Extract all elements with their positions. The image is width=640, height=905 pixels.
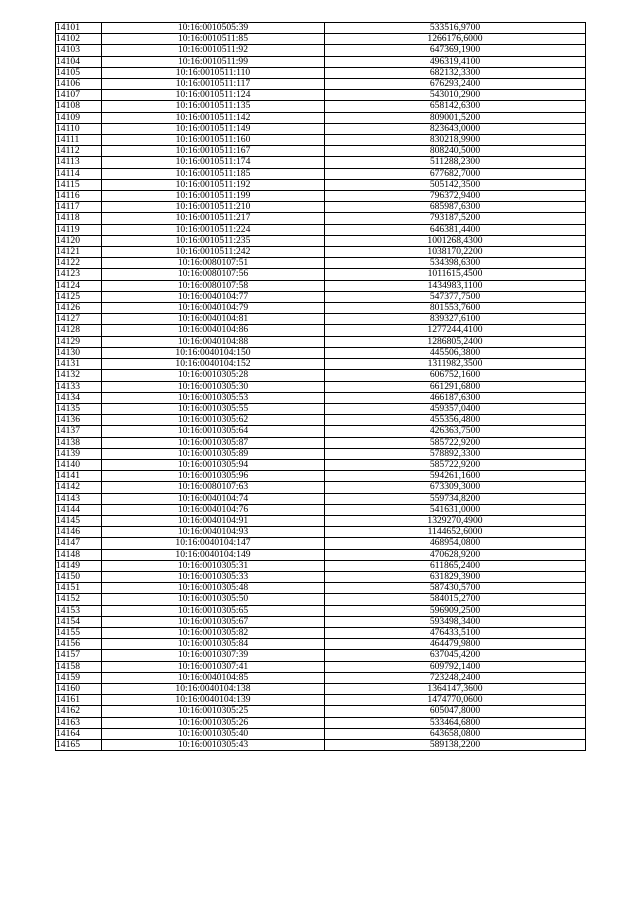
value-cell: 796372,9400 bbox=[325, 191, 586, 202]
table-row bbox=[56, 616, 586, 627]
cadastral-number-cell: 10:16:0010505:39 bbox=[102, 23, 325, 34]
cadastral-number-cell: 10:16:0010511:210 bbox=[102, 202, 325, 213]
table-row bbox=[56, 392, 586, 403]
table-row bbox=[56, 191, 586, 202]
row-number-cell: 14113 bbox=[56, 157, 102, 168]
value-cell: 585722,9200 bbox=[325, 437, 586, 448]
row-number-cell: 14162 bbox=[56, 706, 102, 717]
row-number-cell: 14111 bbox=[56, 135, 102, 146]
row-number-cell: 14146 bbox=[56, 527, 102, 538]
row-number-cell: 14110 bbox=[56, 123, 102, 134]
value-cell: 808240,5000 bbox=[325, 146, 586, 157]
value-cell: 534398,6300 bbox=[325, 258, 586, 269]
table-row bbox=[56, 459, 586, 470]
value-cell: 455356,4800 bbox=[325, 415, 586, 426]
cadastral-number-cell: 10:16:0010305:40 bbox=[102, 728, 325, 739]
value-cell: 468954,0800 bbox=[325, 538, 586, 549]
table-row bbox=[56, 672, 586, 683]
cadastral-number-cell: 10:16:0010305:25 bbox=[102, 706, 325, 717]
row-number-cell: 14117 bbox=[56, 202, 102, 213]
table-row bbox=[56, 639, 586, 650]
table-row bbox=[56, 740, 586, 751]
row-number-cell: 14114 bbox=[56, 168, 102, 179]
cadastral-number-cell: 10:16:0010305:30 bbox=[102, 381, 325, 392]
cadastral-number-cell: 10:16:0010305:89 bbox=[102, 448, 325, 459]
cadastral-number-cell: 10:16:0040104:85 bbox=[102, 672, 325, 683]
row-number-cell: 14116 bbox=[56, 191, 102, 202]
table-row bbox=[56, 157, 586, 168]
table-row bbox=[56, 202, 586, 213]
value-cell: 661291,6800 bbox=[325, 381, 586, 392]
cadastral-number-cell: 10:16:0010305:28 bbox=[102, 370, 325, 381]
value-cell: 1038170,2200 bbox=[325, 247, 586, 258]
table-row bbox=[56, 79, 586, 90]
cadastral-number-cell: 10:16:0010305:82 bbox=[102, 627, 325, 638]
row-number-cell: 14153 bbox=[56, 605, 102, 616]
value-cell: 673309,3000 bbox=[325, 482, 586, 493]
cadastral-number-cell: 10:16:0040104:76 bbox=[102, 504, 325, 515]
row-number-cell: 14124 bbox=[56, 280, 102, 291]
table-row bbox=[56, 437, 586, 448]
row-number-cell: 14156 bbox=[56, 639, 102, 650]
table-row bbox=[56, 291, 586, 302]
row-number-cell: 14143 bbox=[56, 493, 102, 504]
value-cell: 643658,0800 bbox=[325, 728, 586, 739]
value-cell: 723248,2400 bbox=[325, 672, 586, 683]
value-cell: 682132,3300 bbox=[325, 67, 586, 78]
table-row bbox=[56, 359, 586, 370]
value-cell: 533516,9700 bbox=[325, 23, 586, 34]
cadastral-number-cell: 10:16:0010305:43 bbox=[102, 740, 325, 751]
cadastral-number-cell: 10:16:0010511:92 bbox=[102, 45, 325, 56]
value-cell: 793187,5200 bbox=[325, 213, 586, 224]
table-row bbox=[56, 683, 586, 694]
cadastral-number-cell: 10:16:0010305:31 bbox=[102, 560, 325, 571]
cadastral-number-cell: 10:16:0010305:87 bbox=[102, 437, 325, 448]
value-cell: 594261,1600 bbox=[325, 471, 586, 482]
cadastral-number-cell: 10:16:0010305:55 bbox=[102, 403, 325, 414]
row-number-cell: 14129 bbox=[56, 336, 102, 347]
cadastral-number-cell: 10:16:0040104:91 bbox=[102, 515, 325, 526]
table-row bbox=[56, 45, 586, 56]
value-cell: 637045,4200 bbox=[325, 650, 586, 661]
table-row bbox=[56, 224, 586, 235]
table-row bbox=[56, 179, 586, 190]
row-number-cell: 14155 bbox=[56, 627, 102, 638]
row-number-cell: 14106 bbox=[56, 79, 102, 90]
table-row bbox=[56, 314, 586, 325]
row-number-cell: 14127 bbox=[56, 314, 102, 325]
row-number-cell: 14154 bbox=[56, 616, 102, 627]
row-number-cell: 14120 bbox=[56, 235, 102, 246]
row-number-cell: 14135 bbox=[56, 403, 102, 414]
cadastral-number-cell: 10:16:0080107:56 bbox=[102, 269, 325, 280]
value-cell: 685987,6300 bbox=[325, 202, 586, 213]
cadastral-number-cell: 10:16:0010305:96 bbox=[102, 471, 325, 482]
row-number-cell: 14104 bbox=[56, 56, 102, 67]
cadastral-number-cell: 10:16:0010305:53 bbox=[102, 392, 325, 403]
cadastral-number-cell: 10:16:0040104:79 bbox=[102, 303, 325, 314]
table-row bbox=[56, 706, 586, 717]
row-number-cell: 14107 bbox=[56, 90, 102, 101]
cadastral-number-cell: 10:16:0010305:64 bbox=[102, 426, 325, 437]
table-row bbox=[56, 23, 586, 34]
cadastral-number-cell: 10:16:0040104:86 bbox=[102, 325, 325, 336]
table-row bbox=[56, 504, 586, 515]
row-number-cell: 14130 bbox=[56, 347, 102, 358]
table-row bbox=[56, 426, 586, 437]
row-number-cell: 14105 bbox=[56, 67, 102, 78]
cadastral-number-cell: 10:16:0010305:62 bbox=[102, 415, 325, 426]
table-row bbox=[56, 549, 586, 560]
table-row bbox=[56, 135, 586, 146]
value-cell: 445506,3800 bbox=[325, 347, 586, 358]
value-cell: 476433,5100 bbox=[325, 627, 586, 638]
row-number-cell: 14165 bbox=[56, 740, 102, 751]
cadastral-number-cell: 10:16:0010511:142 bbox=[102, 112, 325, 123]
value-cell: 426363,7500 bbox=[325, 426, 586, 437]
row-number-cell: 14141 bbox=[56, 471, 102, 482]
value-cell: 631829,3900 bbox=[325, 571, 586, 582]
table-row bbox=[56, 493, 586, 504]
table-row bbox=[56, 235, 586, 246]
cadastral-number-cell: 10:16:0010511:135 bbox=[102, 101, 325, 112]
row-number-cell: 14103 bbox=[56, 45, 102, 56]
cadastral-number-cell: 10:16:0010511:160 bbox=[102, 135, 325, 146]
value-cell: 1286805,2400 bbox=[325, 336, 586, 347]
row-number-cell: 14140 bbox=[56, 459, 102, 470]
table-row bbox=[56, 146, 586, 157]
row-number-cell: 14101 bbox=[56, 23, 102, 34]
table-row bbox=[56, 56, 586, 67]
value-cell: 646381,4400 bbox=[325, 224, 586, 235]
table-row bbox=[56, 123, 586, 134]
cadastral-number-cell: 10:16:0040104:138 bbox=[102, 683, 325, 694]
table-row bbox=[56, 594, 586, 605]
row-number-cell: 14102 bbox=[56, 34, 102, 45]
value-cell: 593498,3400 bbox=[325, 616, 586, 627]
value-cell: 596909,2500 bbox=[325, 605, 586, 616]
cadastral-number-cell: 10:16:0010305:67 bbox=[102, 616, 325, 627]
cadastral-number-cell: 10:16:0010305:65 bbox=[102, 605, 325, 616]
value-cell: 578892,3300 bbox=[325, 448, 586, 459]
table-row bbox=[56, 381, 586, 392]
row-number-cell: 14112 bbox=[56, 146, 102, 157]
row-number-cell: 14132 bbox=[56, 370, 102, 381]
value-cell: 801553,7600 bbox=[325, 303, 586, 314]
value-cell: 589138,2200 bbox=[325, 740, 586, 751]
value-cell: 1011615,4500 bbox=[325, 269, 586, 280]
row-number-cell: 14151 bbox=[56, 583, 102, 594]
cadastral-number-cell: 10:16:0040104:74 bbox=[102, 493, 325, 504]
table-row bbox=[56, 515, 586, 526]
table-row bbox=[56, 627, 586, 638]
value-cell: 1001268,4300 bbox=[325, 235, 586, 246]
row-number-cell: 14160 bbox=[56, 683, 102, 694]
value-cell: 647369,1900 bbox=[325, 45, 586, 56]
table-row bbox=[56, 247, 586, 258]
cadastral-number-cell: 10:16:0010511:224 bbox=[102, 224, 325, 235]
row-number-cell: 14131 bbox=[56, 359, 102, 370]
row-number-cell: 14142 bbox=[56, 482, 102, 493]
value-cell: 676293,2400 bbox=[325, 79, 586, 90]
value-cell: 809001,5200 bbox=[325, 112, 586, 123]
row-number-cell: 14158 bbox=[56, 661, 102, 672]
value-cell: 658142,6300 bbox=[325, 101, 586, 112]
value-cell: 1144652,6000 bbox=[325, 527, 586, 538]
value-cell: 606752,1600 bbox=[325, 370, 586, 381]
row-number-cell: 14109 bbox=[56, 112, 102, 123]
row-number-cell: 14123 bbox=[56, 269, 102, 280]
table-body bbox=[56, 23, 586, 751]
value-cell: 1266176,6000 bbox=[325, 34, 586, 45]
cadastral-number-cell: 10:16:0010511:85 bbox=[102, 34, 325, 45]
value-cell: 511288,2300 bbox=[325, 157, 586, 168]
table-row bbox=[56, 90, 586, 101]
table-row bbox=[56, 527, 586, 538]
cadastral-number-cell: 10:16:0010511:185 bbox=[102, 168, 325, 179]
table-row bbox=[56, 280, 586, 291]
table-row bbox=[56, 168, 586, 179]
row-number-cell: 14108 bbox=[56, 101, 102, 112]
table-row bbox=[56, 560, 586, 571]
value-cell: 459357,0400 bbox=[325, 403, 586, 414]
row-number-cell: 14118 bbox=[56, 213, 102, 224]
table-row bbox=[56, 482, 586, 493]
cadastral-number-cell: 10:16:0010511:167 bbox=[102, 146, 325, 157]
value-cell: 464479,9800 bbox=[325, 639, 586, 650]
value-cell: 830218,9900 bbox=[325, 135, 586, 146]
table-row bbox=[56, 583, 586, 594]
value-cell: 1434983,1100 bbox=[325, 280, 586, 291]
cadastral-number-cell: 10:16:0010305:50 bbox=[102, 594, 325, 605]
value-cell: 1277244,4100 bbox=[325, 325, 586, 336]
cadastral-number-cell: 10:16:0010511:149 bbox=[102, 123, 325, 134]
value-cell: 533464,6800 bbox=[325, 717, 586, 728]
value-cell: 584015,2700 bbox=[325, 594, 586, 605]
table-row bbox=[56, 370, 586, 381]
table-row bbox=[56, 347, 586, 358]
cadastral-number-cell: 10:16:0040104:88 bbox=[102, 336, 325, 347]
row-number-cell: 14137 bbox=[56, 426, 102, 437]
row-number-cell: 14134 bbox=[56, 392, 102, 403]
cadastral-number-cell: 10:16:0010511:235 bbox=[102, 235, 325, 246]
row-number-cell: 14119 bbox=[56, 224, 102, 235]
cadastral-number-cell: 10:16:0010511:242 bbox=[102, 247, 325, 258]
cadastral-number-cell: 10:16:0010307:41 bbox=[102, 661, 325, 672]
table-row bbox=[56, 650, 586, 661]
cadastral-number-cell: 10:16:0080107:63 bbox=[102, 482, 325, 493]
row-number-cell: 14115 bbox=[56, 179, 102, 190]
table-row bbox=[56, 67, 586, 78]
row-number-cell: 14163 bbox=[56, 717, 102, 728]
value-cell: 496319,4100 bbox=[325, 56, 586, 67]
row-number-cell: 14128 bbox=[56, 325, 102, 336]
value-cell: 839327,6100 bbox=[325, 314, 586, 325]
table-row bbox=[56, 538, 586, 549]
cadastral-number-cell: 10:16:0010307:39 bbox=[102, 650, 325, 661]
table-row bbox=[56, 258, 586, 269]
table-row bbox=[56, 695, 586, 706]
value-cell: 585722,9200 bbox=[325, 459, 586, 470]
cadastral-number-cell: 10:16:0010511:99 bbox=[102, 56, 325, 67]
value-cell: 466187,6300 bbox=[325, 392, 586, 403]
cadastral-number-cell: 10:16:0010305:84 bbox=[102, 639, 325, 650]
value-cell: 587430,5700 bbox=[325, 583, 586, 594]
cadastral-number-cell: 10:16:0010511:199 bbox=[102, 191, 325, 202]
cadastral-number-cell: 10:16:0010305:94 bbox=[102, 459, 325, 470]
row-number-cell: 14121 bbox=[56, 247, 102, 258]
value-cell: 541631,0000 bbox=[325, 504, 586, 515]
table-row bbox=[56, 336, 586, 347]
table-row bbox=[56, 448, 586, 459]
table-row bbox=[56, 403, 586, 414]
row-number-cell: 14148 bbox=[56, 549, 102, 560]
table-row bbox=[56, 571, 586, 582]
row-number-cell: 14164 bbox=[56, 728, 102, 739]
table-row bbox=[56, 101, 586, 112]
row-number-cell: 14139 bbox=[56, 448, 102, 459]
table-row bbox=[56, 112, 586, 123]
value-cell: 559734,8200 bbox=[325, 493, 586, 504]
row-number-cell: 14161 bbox=[56, 695, 102, 706]
row-number-cell: 14144 bbox=[56, 504, 102, 515]
cadastral-number-cell: 10:16:0010511:124 bbox=[102, 90, 325, 101]
table-row bbox=[56, 728, 586, 739]
cadastral-number-cell: 10:16:0040104:77 bbox=[102, 291, 325, 302]
cadastral-number-cell: 10:16:0040104:152 bbox=[102, 359, 325, 370]
table-row bbox=[56, 717, 586, 728]
value-cell: 505142,3500 bbox=[325, 179, 586, 190]
cadastral-number-cell: 10:16:0040104:139 bbox=[102, 695, 325, 706]
cadastral-number-cell: 10:16:0010511:217 bbox=[102, 213, 325, 224]
cadastral-number-cell: 10:16:0040104:149 bbox=[102, 549, 325, 560]
value-cell: 611865,2400 bbox=[325, 560, 586, 571]
table-row bbox=[56, 213, 586, 224]
row-number-cell: 14150 bbox=[56, 571, 102, 582]
value-cell: 823643,0000 bbox=[325, 123, 586, 134]
table-row bbox=[56, 471, 586, 482]
cadastral-number-cell: 10:16:0010511:192 bbox=[102, 179, 325, 190]
table-row bbox=[56, 325, 586, 336]
row-number-cell: 14157 bbox=[56, 650, 102, 661]
cadastral-number-cell: 10:16:0010305:33 bbox=[102, 571, 325, 582]
value-cell: 1311982,3500 bbox=[325, 359, 586, 370]
value-cell: 605047,8000 bbox=[325, 706, 586, 717]
table-row bbox=[56, 303, 586, 314]
row-number-cell: 14122 bbox=[56, 258, 102, 269]
row-number-cell: 14133 bbox=[56, 381, 102, 392]
row-number-cell: 14145 bbox=[56, 515, 102, 526]
table-row bbox=[56, 269, 586, 280]
cadastral-number-cell: 10:16:0010305:48 bbox=[102, 583, 325, 594]
value-cell: 543010,2900 bbox=[325, 90, 586, 101]
cadastral-number-cell: 10:16:0010511:174 bbox=[102, 157, 325, 168]
cadastral-number-cell: 10:16:0080107:58 bbox=[102, 280, 325, 291]
row-number-cell: 14147 bbox=[56, 538, 102, 549]
row-number-cell: 14159 bbox=[56, 672, 102, 683]
value-cell: 609792,1400 bbox=[325, 661, 586, 672]
table-row bbox=[56, 605, 586, 616]
value-cell: 1329270,4900 bbox=[325, 515, 586, 526]
cadastral-number-cell: 10:16:0040104:150 bbox=[102, 347, 325, 358]
value-cell: 1474770,0600 bbox=[325, 695, 586, 706]
cadastral-number-cell: 10:16:0010305:26 bbox=[102, 717, 325, 728]
row-number-cell: 14152 bbox=[56, 594, 102, 605]
cadastral-number-cell: 10:16:0010511:110 bbox=[102, 67, 325, 78]
table-row bbox=[56, 661, 586, 672]
row-number-cell: 14136 bbox=[56, 415, 102, 426]
value-cell: 677682,7000 bbox=[325, 168, 586, 179]
row-number-cell: 14138 bbox=[56, 437, 102, 448]
row-number-cell: 14126 bbox=[56, 303, 102, 314]
cadastral-number-cell: 10:16:0080107:51 bbox=[102, 258, 325, 269]
cadastral-number-cell: 10:16:0010511:117 bbox=[102, 79, 325, 90]
value-cell: 1364147,3600 bbox=[325, 683, 586, 694]
row-number-cell: 14125 bbox=[56, 291, 102, 302]
row-number-cell: 14149 bbox=[56, 560, 102, 571]
table-row bbox=[56, 415, 586, 426]
cadastral-number-cell: 10:16:0040104:93 bbox=[102, 527, 325, 538]
cadastral-number-cell: 10:16:0040104:81 bbox=[102, 314, 325, 325]
table-row bbox=[56, 34, 586, 45]
cadastral-number-cell: 10:16:0040104:147 bbox=[102, 538, 325, 549]
value-cell: 547377,7500 bbox=[325, 291, 586, 302]
value-cell: 470628,9200 bbox=[325, 549, 586, 560]
data-table bbox=[55, 22, 586, 751]
